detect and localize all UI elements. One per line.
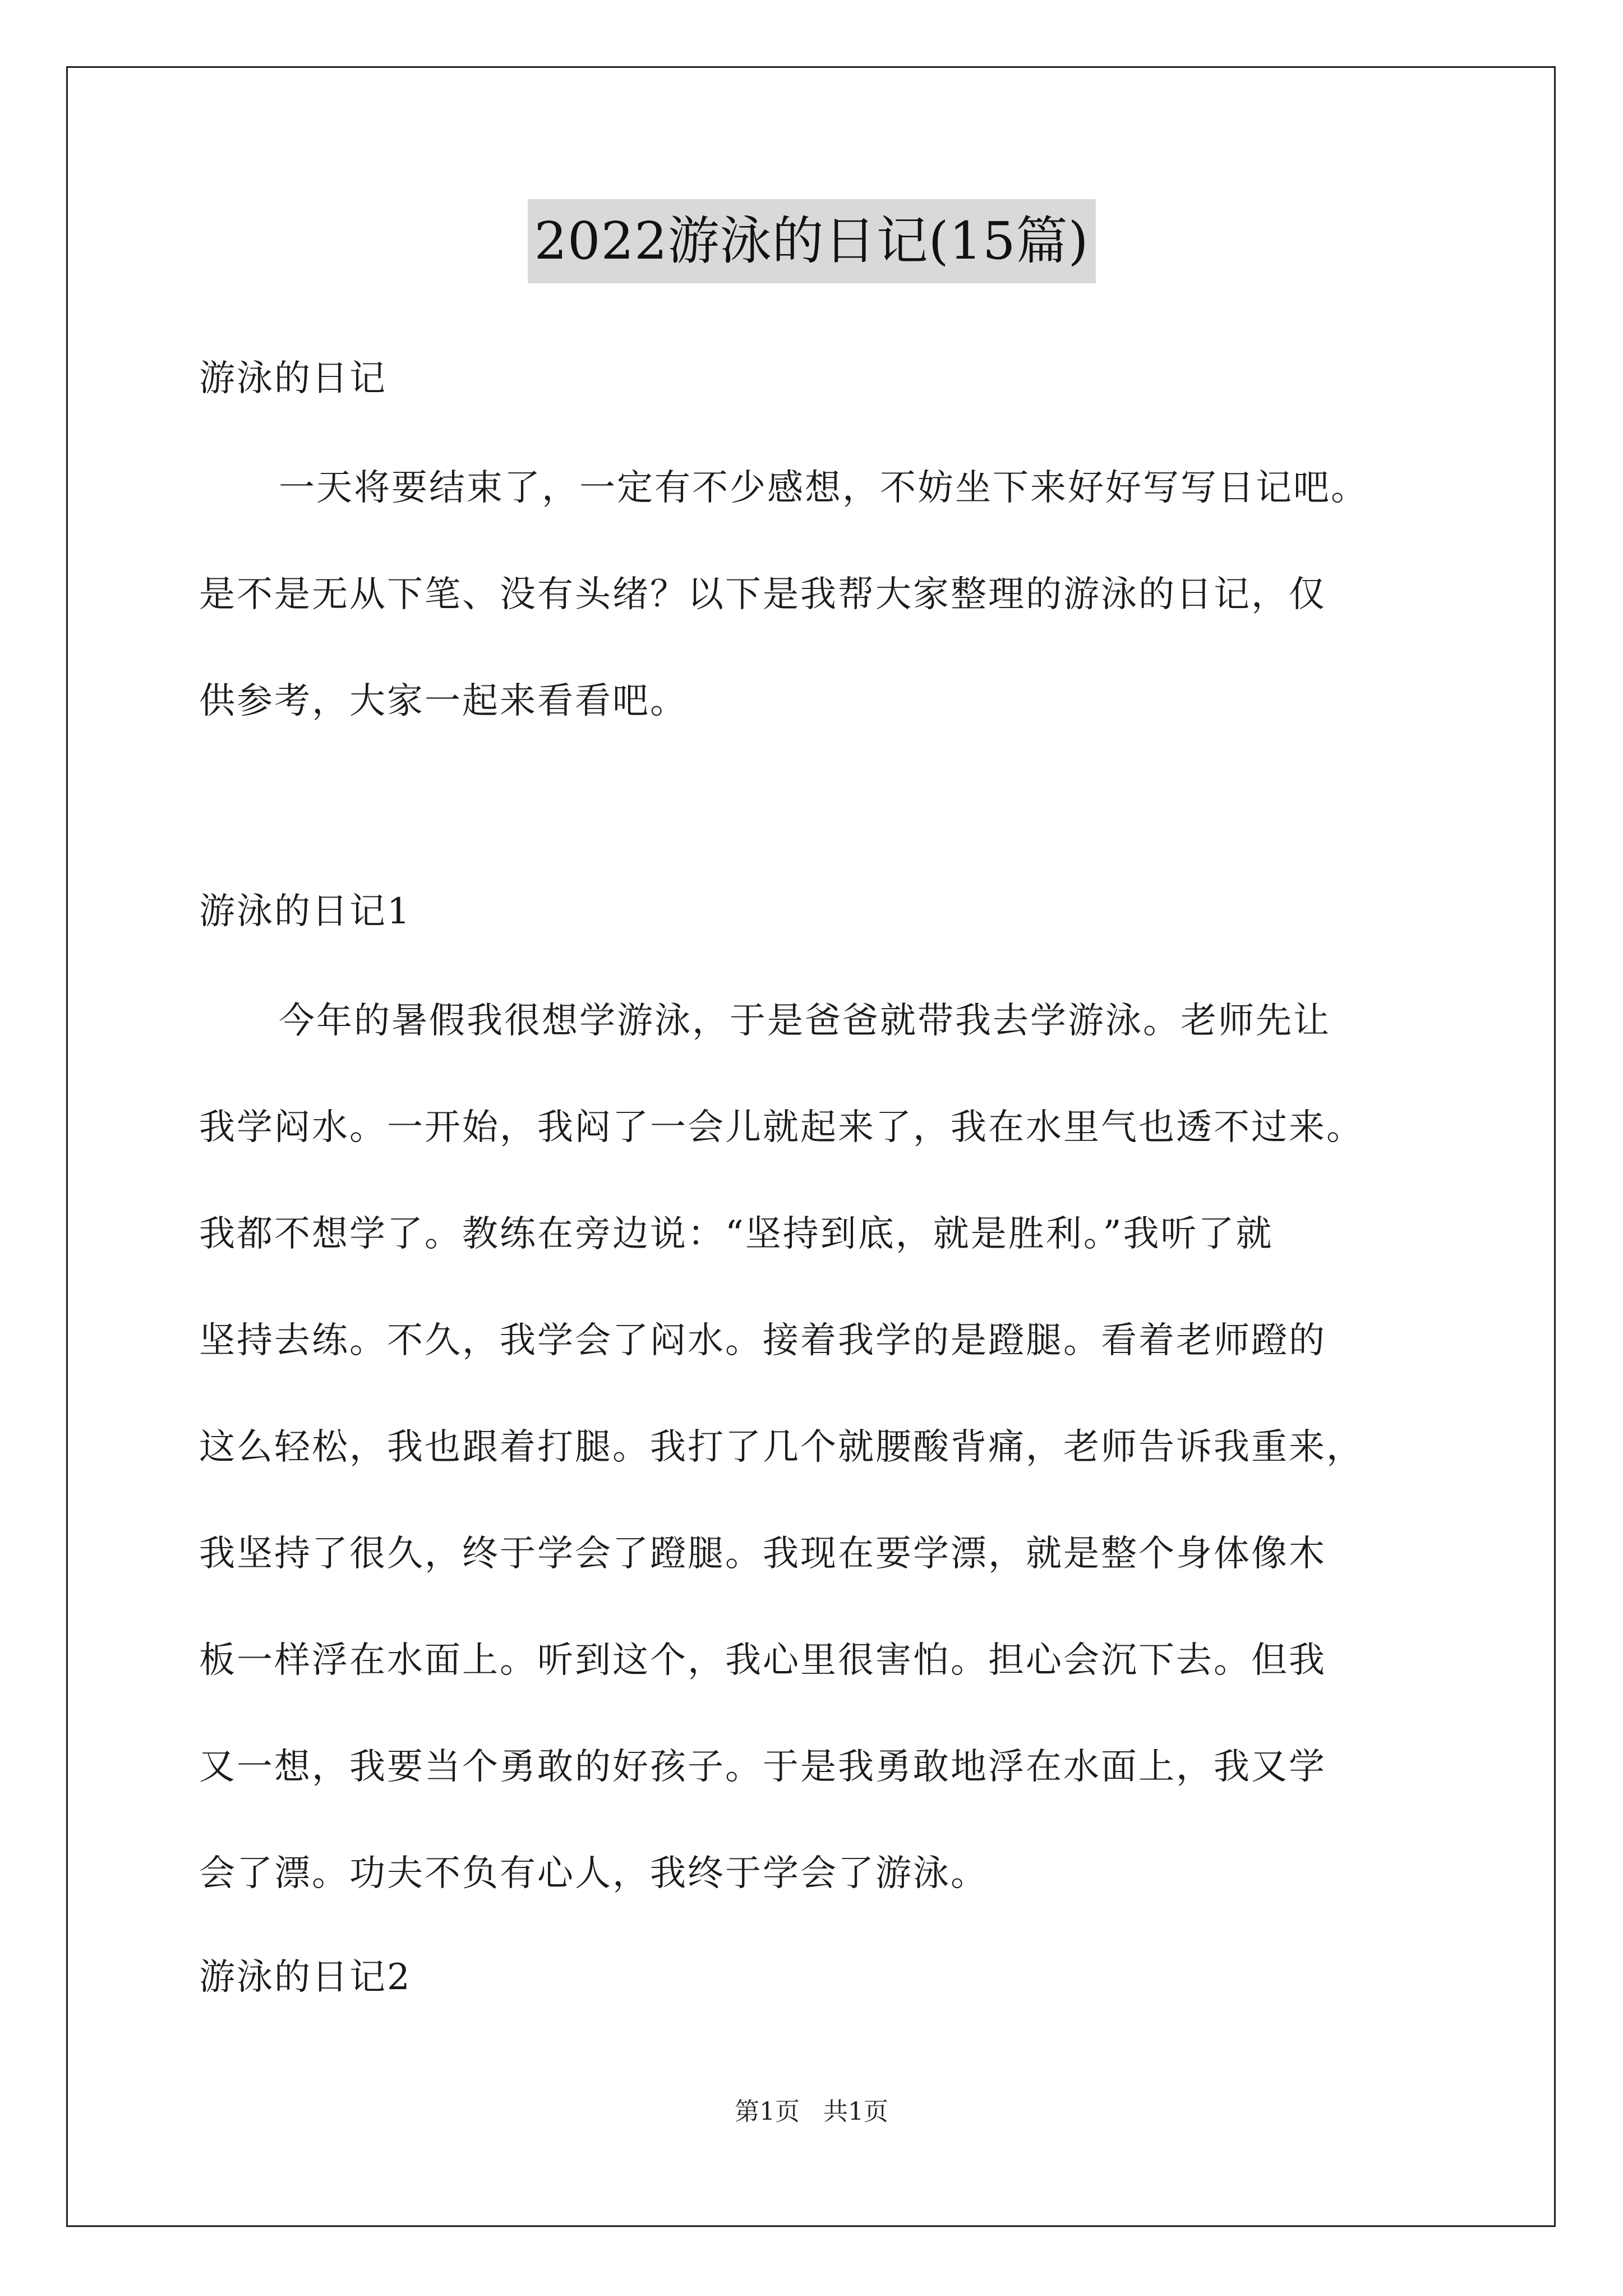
section1-line: 我坚持了很久，终于学会了蹬腿。我现在要学漂，就是整个身体像木 (199, 1533, 1326, 1575)
section1-paragraph (199, 968, 1444, 1927)
section1-line: 今年的暑假我很想学游泳，于是爸爸就带我去学游泳。老师先让 (279, 1000, 1331, 1042)
intro-paragraph (199, 435, 1444, 754)
section1-line: 这么轻松，我也跟着打腿。我打了几个就腰酸背痛，老师告诉我重来， (199, 1427, 1364, 1468)
title-container (0, 199, 1623, 283)
section1-heading: 游泳的日记1 (199, 891, 412, 932)
section1-line: 板一样浮在水面上。听到这个，我心里很害怕。担心会沉下去。但我 (199, 1640, 1326, 1681)
section2-heading: 游泳的日记2 (199, 1957, 412, 1998)
section1-line: 我都不想学了。教练在旁边说：“坚持到底，就是胜利。”我听了就 (199, 1213, 1274, 1255)
intro-line: 供参考，大家一起来看看吧。 (199, 680, 688, 722)
document-title: 2022游泳的日记(15篇) (528, 199, 1096, 283)
section1-line: 我学闷水。一开始，我闷了一会儿就起来了，我在水里气也透不过来。 (199, 1107, 1364, 1148)
intro-heading: 游泳的日记 (199, 358, 387, 399)
intro-line: 是不是无从下笔、没有头绪？以下是我帮大家整理的游泳的日记，仅 (199, 574, 1326, 615)
section1-line: 坚持去练。不久，我学会了闷水。接着我学的是蹬腿。看着老师蹬的 (199, 1320, 1326, 1361)
page-footer: 第1页 共1页 (735, 2097, 888, 2126)
section1-line: 会了漂。功夫不负有心人，我终于学会了游泳。 (199, 1853, 988, 1894)
intro-line: 一天将要结束了，一定有不少感想，不妨坐下来好好写写日记吧。 (279, 467, 1368, 509)
section1-line: 又一想，我要当个勇敢的好孩子。于是我勇敢地浮在水面上，我又学 (199, 1746, 1326, 1788)
